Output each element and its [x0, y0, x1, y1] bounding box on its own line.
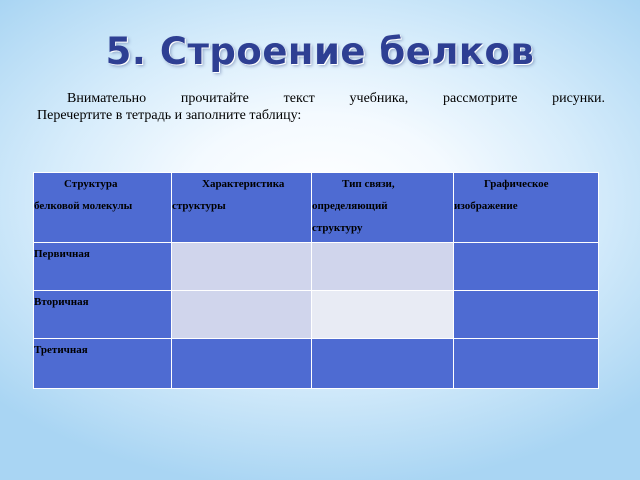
instruction-line-1: Внимательно прочитайте текст учебника, рассмотрите рисунки.: [67, 91, 605, 106]
table-header-row: [34, 173, 599, 243]
empty-cell: [454, 243, 599, 291]
header-characteristic-line-1: Характеристика: [202, 178, 285, 190]
empty-cell: [172, 291, 312, 339]
header-graphic-line-1: Графическое: [484, 178, 549, 190]
empty-cell: [172, 243, 312, 291]
header-cell-bond-type: [312, 173, 454, 243]
header-bond-type-line-2: определяющий: [312, 200, 388, 212]
empty-cell: [454, 291, 599, 339]
table-row: [34, 291, 599, 339]
header-structure-line-1: Структура: [64, 178, 118, 190]
header-characteristic-line-2: структуры: [172, 200, 226, 212]
row-label-secondary: Вторичная: [34, 291, 172, 339]
empty-cell: [454, 339, 599, 389]
row-label-tertiary: Третичная: [34, 339, 172, 389]
slide-title: 5. Строение белков: [105, 30, 535, 73]
header-graphic-line-2: изображение: [454, 200, 518, 212]
instruction-text: [37, 90, 605, 124]
header-cell-characteristic: [172, 173, 312, 243]
header-structure-line-2: белковой молекулы: [34, 200, 133, 212]
table-row: [34, 339, 599, 389]
empty-cell: [172, 339, 312, 389]
header-cell-structure: [34, 173, 172, 243]
empty-cell: [312, 291, 454, 339]
table-row: [34, 243, 599, 291]
header-cell-graphic: [454, 173, 599, 243]
empty-cell: [312, 243, 454, 291]
header-bond-type-line-1: Тип связи,: [342, 178, 395, 190]
protein-structure-table: [33, 172, 599, 389]
empty-cell: [312, 339, 454, 389]
instruction-line-2: Перечертите в тетрадь и заполните таблицу:: [37, 108, 302, 123]
row-label-primary: Первичная: [34, 243, 172, 291]
header-bond-type-line-3: структуру: [312, 222, 363, 234]
